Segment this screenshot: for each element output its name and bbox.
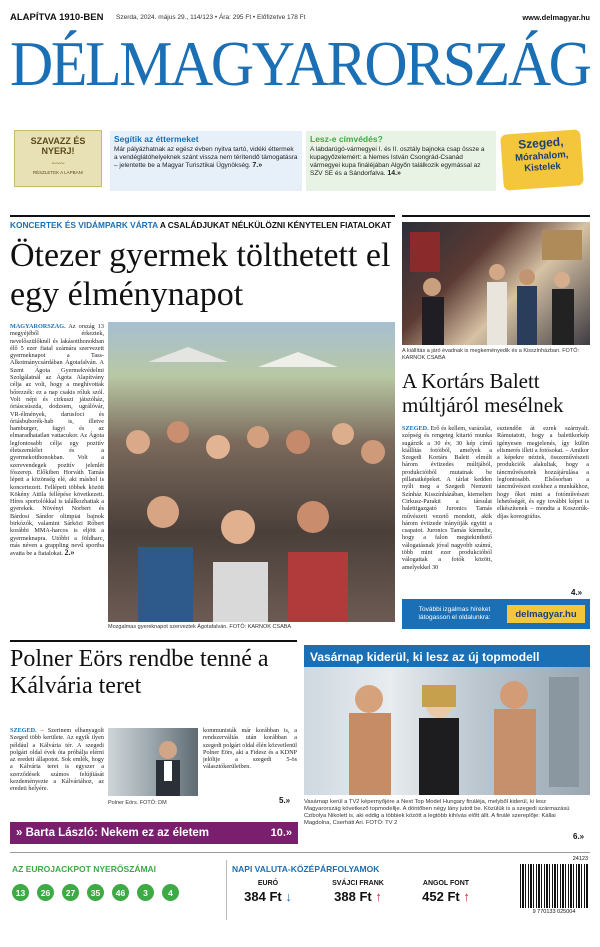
issue-info: Szerda, 2024. május 29., 114/123 • Ára: 295 Ft • Előfizetve 178 Ft (116, 14, 306, 21)
barta-banner[interactable] (10, 822, 298, 844)
fx-euro-value: 384 Ft (244, 889, 282, 904)
polner-body-col2 (203, 727, 297, 807)
promo-box-restaurants[interactable] (110, 131, 302, 191)
lottery-ball: 13 (12, 884, 29, 901)
lead-photo (108, 322, 395, 622)
polner-photo-portrait (108, 728, 198, 796)
promo-box-restaurants-text: Már pályázhatnak az egész évben nyitva tartó, vidéki éttermek a vendéglátóhelyeknek szánt vissza nem térítendő támogatásra – jelentette be a Magyar Turisztikai Ügynökség. (114, 146, 298, 169)
lead-body-text: Az ország 13 megyéjéből érkeztek, nevelőszülőknél és lakásotthonokban élő 5 ezer fiatal számára szervezett gyermeknapot a Tass-Alkotmánycsárdában Ágotafalván. A Szent Ágota Gyermekvédelmi Szolgálatnál az Ágota Alapítvány célja az volt, hogy a meghívottak bőrezzék: ez a nap csakis róluk szól. Volt népi és cirkuszi játszóház, óriáscsúszda, dodzsem, ugrálóvár, VR-élmények, darusfoci és óriásbuborék-hab is, illetve hamburger, fagyi és az elmaradhatatlan vattacukor. Az Ágota legfontosabb célja egy pozitív életszemlélet és a gyermekotthonokban. Volt a szerevendegek pozitív jelenlét fószerep. Előkiben Horváth Tamás lépett a közönség elé, aki máshol is koncertezett. Fellépett többek között Kökény Attila fellépése következett. Híres sportolókkal is találkozhattak a gyerekek. Növényi Norbert és Bárdosi Sándor olimpiai bajnok birkózók, valamint Sárközi Róbert korábbi MMA-harcos is eljött a gyermeknapra. Utóbbi a földharc, más néven a grappling nevű sportba avatta be a fiatalokat. (10, 323, 104, 558)
polner-body-col1-text: – Szerinem elhanyagolt Szeged több kerülete. Az egyik ilyen például a Kálvária tér. A szegedi polgári oldal évek óta próbálja elérni az eredeti állapotot. Sok emlék, hogy a Kálvária teret is egyszer a szerződések számos felújítását kezdeményezte a Kálváriához, az eredeti helyére. (10, 727, 104, 793)
lottery-ball: 26 (37, 884, 54, 901)
lottery-ball: 35 (87, 884, 104, 901)
topmodel-photo (304, 667, 590, 795)
fx-euro-arrow: ↓ (285, 889, 292, 904)
ballet-headline[interactable]: A Kortárs Balett múltjáról mesélnek (402, 369, 564, 417)
fx-euro-name: EURÓ (257, 880, 279, 887)
promo-box-cup-title: Lesz-e címvédés? (310, 134, 383, 144)
ballet-body-col1 (402, 425, 492, 597)
fx-gbp-arrow: ↑ (463, 889, 470, 904)
lottery-title: AZ EUROJACKPOT NYERŐSZÁMAI (12, 864, 157, 874)
lottery-ball: 3 (137, 884, 154, 901)
ballet-photo-scene (402, 222, 590, 345)
promo-box-restaurants-ref[interactable]: 7.» (252, 162, 263, 169)
topmodel-ref[interactable]: 6.» (573, 832, 585, 841)
polner-body-col1 (10, 727, 104, 822)
polner-photo-caption: Polner Eörs. FOTÓ: DM (108, 800, 167, 806)
promo-box-restaurants-title: Segítik az éttermeket (114, 134, 199, 144)
topmodel-headline: Vasárnap kiderül, ki lesz az új topmodell (310, 650, 540, 664)
polner-rule (10, 640, 297, 642)
website-link[interactable]: www.delmagyar.hu (522, 13, 590, 22)
polner-photo (108, 728, 198, 796)
fx-euro (232, 880, 304, 904)
lead-ref[interactable]: 2.» (64, 548, 75, 558)
masthead-title: DÉLMAGYARORSZÁG (10, 29, 590, 99)
fx-title: NAPI VALUTA-KÖZÉPÁRFOLYAMOK (232, 864, 380, 874)
ballet-rule (402, 215, 590, 217)
online-banner-text: További izgalmas híreket látogasson el oldalunkra: (418, 606, 491, 621)
lead-rule (10, 215, 395, 217)
lottery-ball: 27 (62, 884, 79, 901)
ballet-body-col2 (497, 425, 589, 597)
barcode-issue: 24123 (572, 856, 588, 862)
ballet-body-col2-text: esztendőn át ezrek szárnyalt. Rámutatott, hogy a balettkorkép igényesen megjelenés, így külön elismerés illeti a fotósokat. – Amikor a képekre néztek, összeművészeti produkciók alakultak, hogy a táncművészetek hozzájárulása a legfontosabb. Elsősorban a táncművészet ezekhez a munkákhoz, hogy őket mint a fotóművészet lehetőségét, és egy további képet is elkészítenek – mondta a Koszorúk-díjas koreográfus. (497, 425, 589, 520)
vote-text: SZAVAZZ ÉS NYERJ! (30, 136, 86, 156)
promo-box-cup-ref[interactable]: 14.» (387, 170, 401, 177)
polner-ref[interactable]: 5.» (279, 796, 291, 805)
fx-gbp-name: ANGOL FONT (422, 880, 470, 887)
vote-logo: ~~~ (51, 159, 65, 168)
lottery-ball: 4 (162, 884, 179, 901)
topmodel-caption: Vasárnap kerül a TV2 képernyőjére a Next Top Model Hungary fináléja, melyből kiderül, ki lesz Magyarország következő topmodellje. A döntőben négy lány jutott be. Közülük is a szegedi származású Czibolya Nikolett is, aki eddig a többiek között a legtöbb kihívás előtt állt. A finálé szereplője: Kállai Magdolna, Cserháti Ari. FOTÓ: TV 2 (304, 799, 570, 826)
fx-chf-arrow: ↑ (375, 889, 382, 904)
topmodel-header[interactable] (304, 645, 590, 667)
barta-banner-text: » Barta László: Nekem ez az életem (16, 827, 210, 839)
barcode-digits: 9 770133 025004 (532, 909, 576, 915)
lead-kicker (10, 220, 391, 230)
founded-label: ALAPÍTVA 1910-BEN (10, 12, 104, 23)
promo-box-cup[interactable] (306, 131, 496, 191)
region-line-3: Kistelek (523, 160, 562, 175)
ballet-body-col1-text: Erő és kellem, varázslat, szépség és rengeteg kitartó munka sugárzik a 30 év, 30 kép című kiállítás fotóiból, amelyek a Szegedi Kortárs Balett elmúlt három évtizedes múltjából, produkcióiból mutatnak be pillanatképeket. A tárlat kedden nyílt meg a Szegedi Nemzeti Színház Kisszínházában, kiemelten Cirkusz-Parakit a társulat balettigazgató Juronics Tamás művészeti vezető mondott, akik három évtizede irányítják együtt a csapatot. Juronics Tamás kiemelte, hogy a falon megtekinthető válogatásnak jóval nagyobb számú, több mint ezer produkcióból válogattak a fotók között, amelyekkel 30 (402, 425, 492, 571)
lead-dateline: MAGYARORSZÁG. (10, 323, 66, 330)
ballet-photo (402, 222, 590, 345)
polner-dateline: SZEGED. (10, 727, 37, 734)
vote-sub: RÉSZLETEK A LAPBAN! (32, 170, 84, 175)
region-line-1: Szeged, (517, 134, 564, 152)
lead-photo-crowd (108, 322, 395, 622)
vote-promo[interactable] (14, 130, 102, 187)
ballet-ref[interactable]: 4.» (571, 588, 583, 597)
fx-chf (318, 880, 398, 904)
footer-rule (10, 852, 590, 853)
barta-banner-ref[interactable]: 10.» (270, 827, 292, 839)
lottery-ball: 46 (112, 884, 129, 901)
fx-chf-value: 388 Ft (334, 889, 372, 904)
online-banner[interactable] (402, 599, 590, 629)
lead-kicker-rest: A CSALÁDJUKAT NÉLKÜLÖZNI KÉNYTELEN FIATALOKAT (159, 220, 392, 230)
region-line-2: Mórahalom, (514, 149, 569, 164)
barcode-bars (520, 864, 588, 908)
fx-gbp (410, 880, 482, 904)
fx-gbp-value: 452 Ft (422, 889, 460, 904)
online-banner-url[interactable]: delmagyar.hu (507, 605, 585, 623)
topmodel-photo-models (304, 667, 590, 795)
polner-body-col2-text: kommunisták már korábban is, a rendszerváltás után korábban a szegedi polgári oldal élén közvetlenül Polner Eörs, aki a Fidesz és a KDNP jelöltje a szegedi 5-ös választókerületben. (203, 727, 297, 771)
ballet-photo-caption: A kiállítás a járó évadnak is megkeményedik és a Kisszínházban. FOTÓ: KARNOK CSABA (402, 348, 579, 361)
region-badge (500, 129, 584, 190)
lead-caption: Mozgalmas gyereknapot szerveztek Ágotafalván. FOTÓ: KARNOK CSABA (108, 624, 292, 630)
fx-divider (226, 860, 227, 920)
promo-box-cup-text: A labdarúgó-vármegyei I. és II. osztály bajnoka csap össze a kupagyőzelemért: a Nemes István Csongrád-Csanád vármegyei kupa fináléjában Algyőn találkozik egymással az SZV SE és a Sándorfalva. (310, 146, 485, 177)
fx-chf-name: SVÁJCI FRANK (332, 880, 384, 887)
barcode (520, 856, 588, 922)
polner-headline[interactable]: Polner Eörs rendbe tenné a Kálvária teret (10, 646, 269, 699)
lead-body (10, 323, 104, 631)
lottery-numbers (12, 884, 179, 901)
lead-kicker-blue: KONCERTEK ÉS VIDÁMPARK VÁRTA (10, 220, 158, 230)
ballet-dateline: SZEGED. (402, 425, 429, 432)
lead-headline[interactable]: Ötezer gyermek tölthetett el egy élménynapot (10, 237, 391, 313)
